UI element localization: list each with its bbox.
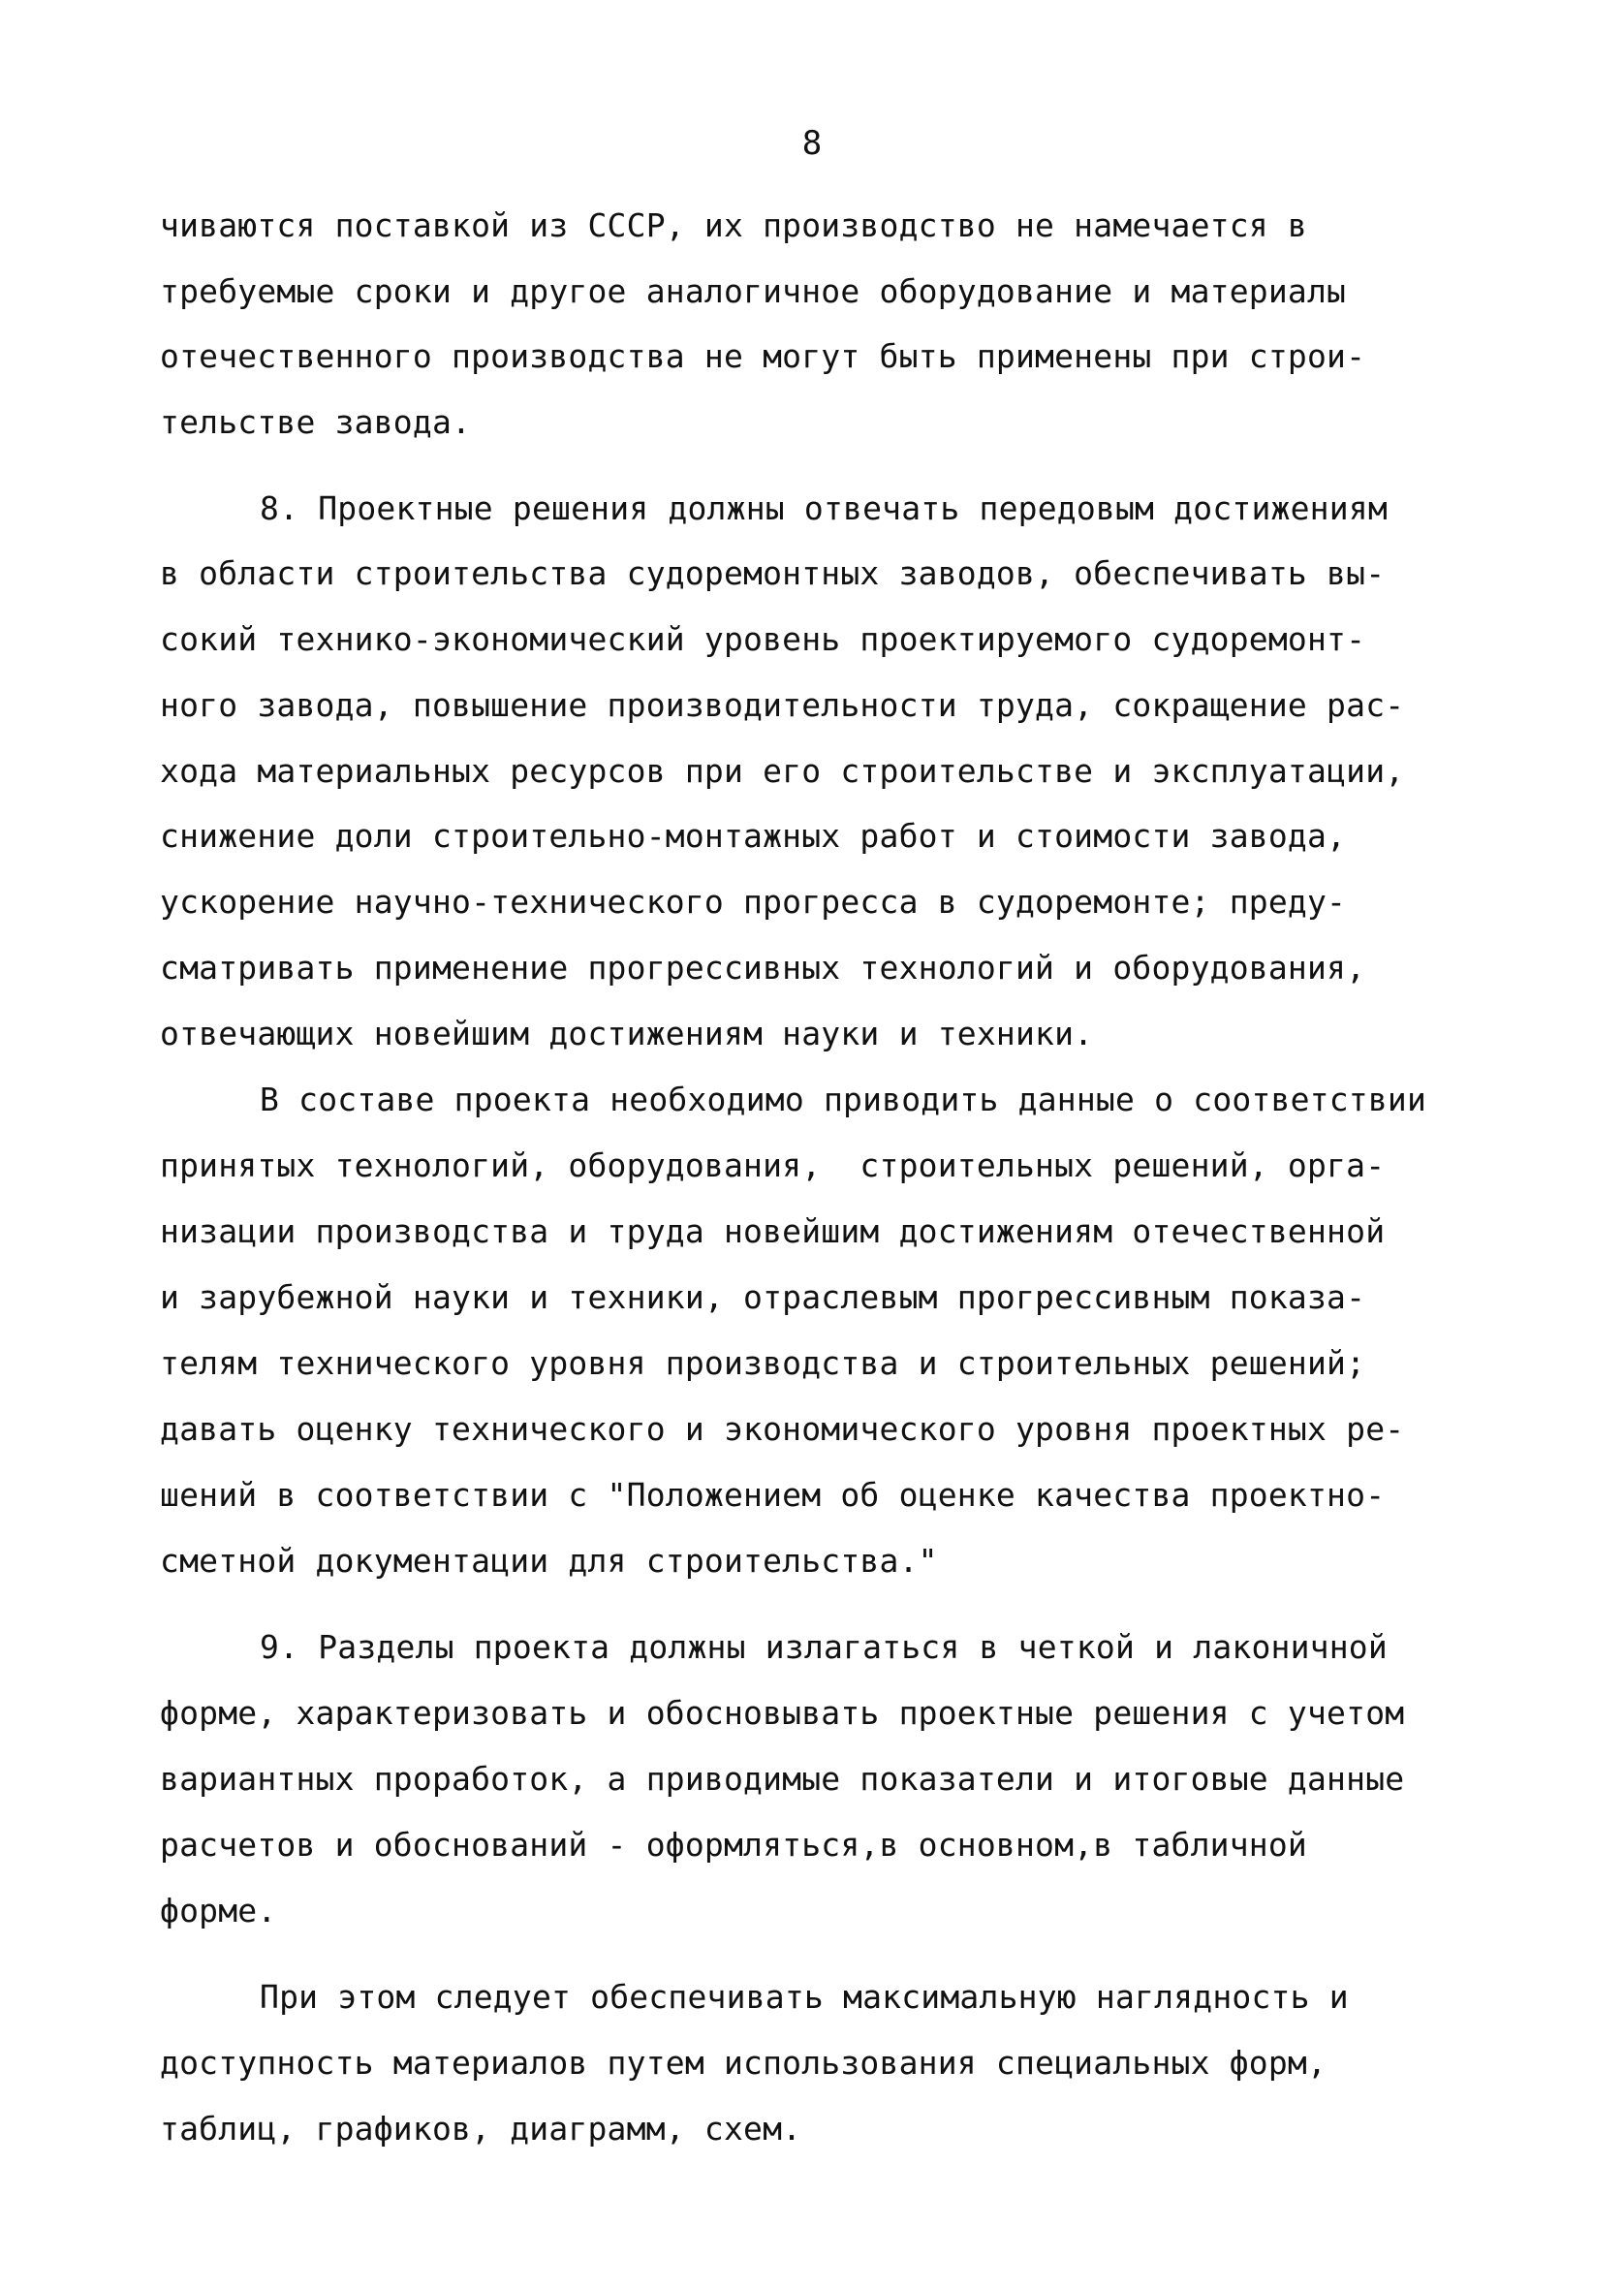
text-line: и зарубежной науки и техники, отраслевым прогрессивным показа-: [160, 1278, 1366, 1316]
text-line: 8. Проектные решения должны отвечать передовым достижениям: [260, 489, 1388, 527]
text-line: отечественного производства не могут быть применены при строи-: [160, 337, 1366, 375]
text-line: низации производства и труда новейшим достижениям отечественной: [160, 1212, 1386, 1250]
text-line: ускорение научно-технического прогресса в судоремонте; преду-: [160, 883, 1347, 921]
text-line: таблиц, графиков, диаграмм, схем.: [160, 2110, 802, 2148]
text-line: 9. Разделы проекта должны излагаться в четкой и лаконичной: [260, 1628, 1388, 1666]
text-line: При этом следует обеспечивать максимальную наглядность и: [260, 1978, 1349, 2016]
text-line: давать оценку технического и экономического уровня проектных ре-: [160, 1410, 1405, 1448]
text-line: форме, характеризовать и обосновывать проектные решения с учетом: [160, 1694, 1405, 1732]
text-line: ного завода, повышение производительности труда, сокращение рас-: [160, 686, 1405, 724]
text-line: доступность материалов путем использования специальных форм,: [160, 2044, 1327, 2082]
text-line: отвечающих новейшим достижениям науки и техники.: [160, 1015, 1094, 1052]
text-line: сокий технико-экономический уровень проектируемого судоремонт-: [160, 620, 1366, 658]
text-line: хода материальных ресурсов при его строительстве и эксплуатации,: [160, 752, 1405, 790]
text-line: В составе проекта необходимо приводить данные о соответствии: [260, 1081, 1427, 1118]
text-line: форме.: [160, 1892, 277, 1929]
text-line: требуемые сроки и другое аналогичное оборудование и материалы: [160, 272, 1347, 310]
text-line: сматривать применение прогрессивных технологий и оборудования,: [160, 949, 1366, 987]
text-line: снижение доли строительно-монтажных работ и стоимости завода,: [160, 817, 1347, 855]
text-line: шений в соответствии с "Положением об оценке качества проектно-: [160, 1476, 1386, 1514]
text-line: принятых технологий, оборудования, строительных решений, орга-: [160, 1146, 1386, 1184]
text-line: вариантных проработок, а приводимые показатели и итоговые данные: [160, 1760, 1405, 1798]
text-line: чиваются поставкой из СССР, их производство не намечается в: [160, 206, 1307, 244]
text-line: телям технического уровня производства и строительных решений;: [160, 1344, 1366, 1382]
text-line: тельстве завода.: [160, 403, 472, 441]
text-line: в области строительства судоремонтных заводов, обеспечивать вы-: [160, 554, 1386, 592]
page-number: 8: [801, 124, 823, 163]
text-line: расчетов и обоснований - оформляться,в основном,в табличной: [160, 1826, 1307, 1864]
text-line: сметной документации для строительства.": [160, 1542, 938, 1580]
